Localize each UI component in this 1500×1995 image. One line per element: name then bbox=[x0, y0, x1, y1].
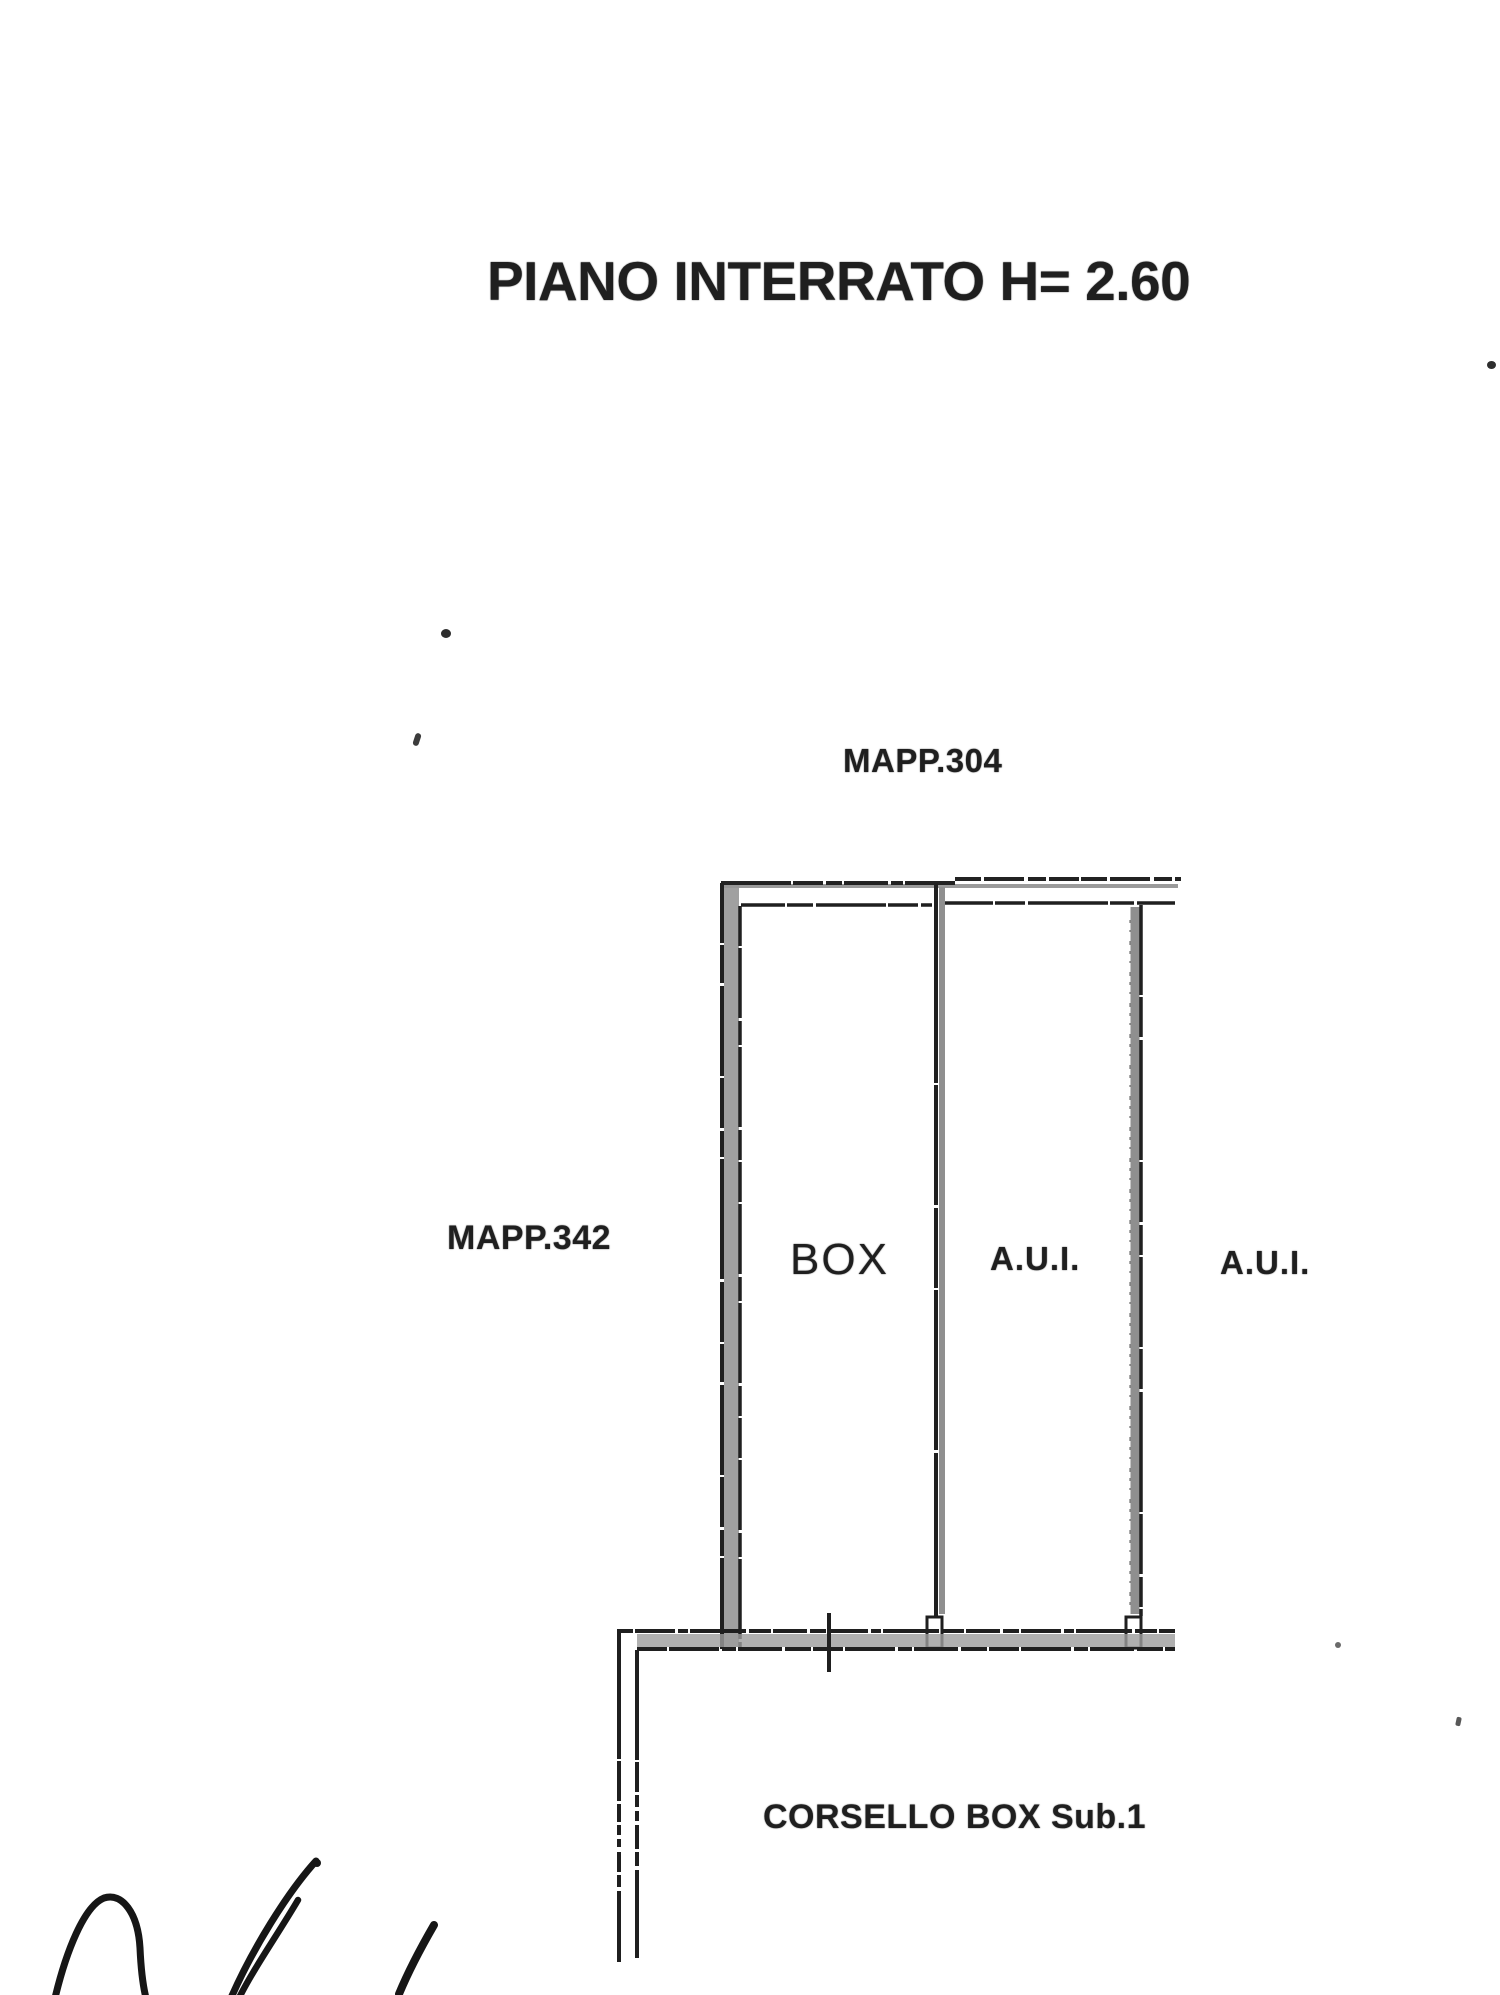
room-label-box: BOX bbox=[790, 1235, 889, 1284]
parcel-label-mapp342: MAPP.342 bbox=[447, 1219, 612, 1257]
corsello-left-wall bbox=[619, 1629, 637, 1962]
bottom-wall bbox=[617, 1631, 1175, 1649]
room-label-aui: A.U.I. bbox=[990, 1240, 1081, 1277]
scan-speck bbox=[1335, 1642, 1341, 1648]
middle-divider-wall bbox=[927, 883, 942, 1648]
top-wall bbox=[721, 879, 1181, 905]
signature bbox=[55, 1859, 434, 1995]
scan-speck bbox=[441, 629, 451, 638]
scan-speck bbox=[1487, 361, 1496, 369]
corridor-label-corsello-box: CORSELLO BOX Sub.1 bbox=[763, 1798, 1147, 1836]
page-title: PIANO INTERRATO H= 2.60 bbox=[487, 250, 1191, 312]
adjacent-unit-label-aui: A.U.I. bbox=[1220, 1244, 1311, 1281]
parcel-label-mapp304: MAPP.304 bbox=[843, 742, 1003, 779]
right-wall bbox=[1126, 905, 1141, 1648]
left-wall bbox=[722, 883, 740, 1649]
